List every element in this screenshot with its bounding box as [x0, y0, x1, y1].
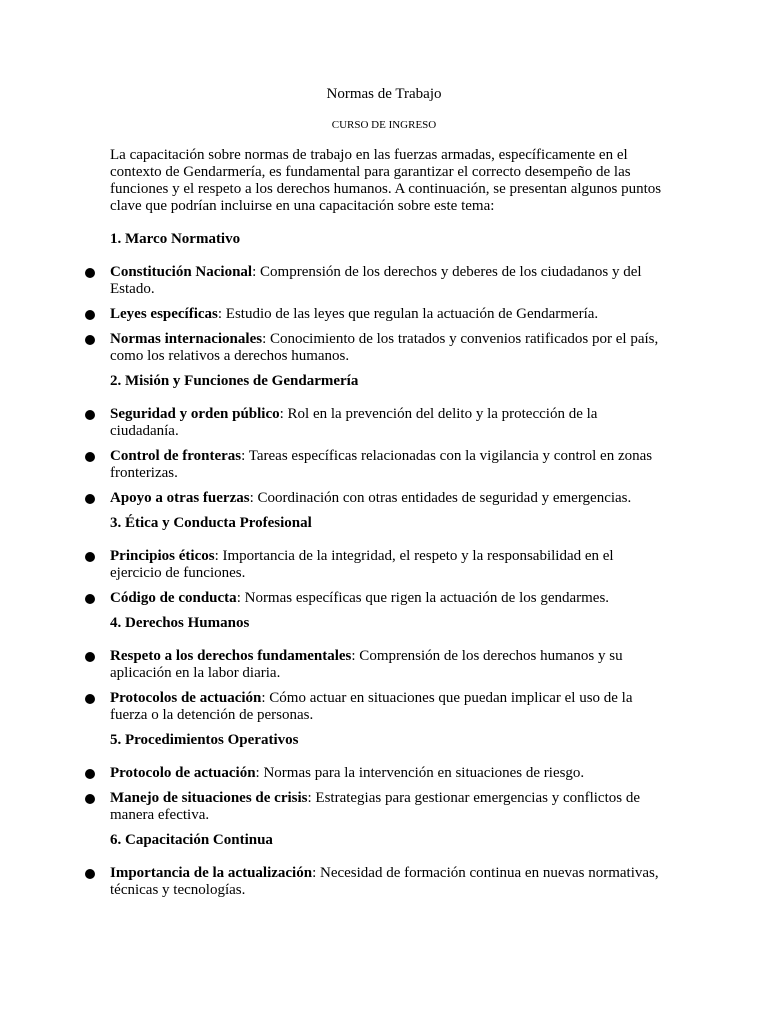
- list-item: [110, 306, 662, 323]
- item-description: : Conocimiento de los tratados y convenios ratificados por el país, como los relativos a derechos humanos.: [110, 331, 659, 364]
- bullet-icon: [85, 335, 95, 345]
- item-term: Respeto a los derechos fundamentales: [110, 648, 352, 664]
- bullet-icon: [85, 694, 95, 704]
- bullet-list: [110, 406, 662, 507]
- list-item: [110, 790, 662, 824]
- item-description: : Comprensión de los derechos humanos y su aplicación en la labor diaria.: [110, 648, 623, 681]
- item-term: Manejo de situaciones de crisis: [110, 790, 308, 806]
- bullet-icon: [85, 552, 95, 562]
- document-subtitle: CURSO DE INGRESO: [331, 119, 437, 131]
- bullet-icon: [85, 452, 95, 462]
- list-item: [110, 648, 662, 682]
- bullet-icon: [85, 652, 95, 662]
- document-title: Normas de Trabajo: [326, 86, 442, 102]
- item-term: Constitución Nacional: [110, 264, 253, 280]
- item-term: Principios éticos: [110, 548, 215, 564]
- bullet-icon: [85, 268, 95, 278]
- item-term: Seguridad y orden público: [110, 406, 280, 422]
- section-heading-3-etica-y-conducta-profesional: 3. Ética y Conducta Profesional: [110, 515, 312, 531]
- list-item: [110, 331, 662, 365]
- section-heading-4-derechos-humanos: 4. Derechos Humanos: [110, 615, 250, 631]
- document-body: [110, 147, 662, 907]
- list-item: [110, 765, 662, 782]
- bullet-icon: [85, 869, 95, 879]
- bullet-list: [110, 648, 662, 724]
- bullet-list: [110, 264, 662, 365]
- bullet-icon: [85, 594, 95, 604]
- item-term: Importancia de la actualización: [110, 865, 313, 881]
- item-term: Leyes específicas: [110, 306, 218, 322]
- item-term: Código de conducta: [110, 590, 237, 606]
- item-description: : Comprensión de los derechos y deberes de los ciudadanos y del Estado.: [110, 264, 642, 297]
- item-term: Apoyo a otras fuerzas: [110, 490, 250, 506]
- bullet-icon: [85, 769, 95, 779]
- bullet-list: [110, 865, 662, 899]
- section-heading-2-mision-y-funciones-de-gendarmeria: 2. Misión y Funciones de Gendarmería: [110, 373, 359, 389]
- item-description: : Estrategias para gestionar emergencias y conflictos de manera efectiva.: [110, 790, 640, 823]
- item-description: : Normas para la intervención en situaciones de riesgo.: [255, 765, 585, 781]
- bullet-icon: [85, 310, 95, 320]
- item-description: : Estudio de las leyes que regulan la actuación de Gendarmería.: [217, 306, 599, 322]
- list-item: [110, 590, 662, 607]
- item-description: : Tareas específicas relacionadas con la vigilancia y control en zonas fronterizas.: [110, 448, 653, 481]
- list-item: [110, 690, 662, 724]
- bullet-icon: [85, 410, 95, 420]
- section-heading-5-procedimientos-operativos: 5. Procedimientos Operativos: [110, 732, 299, 748]
- item-description: : Importancia de la integridad, el respeto y la responsabilidad en el ejercicio de funciones.: [110, 548, 614, 581]
- item-term: Control de fronteras: [110, 448, 242, 464]
- item-term: Protocolo de actuación: [110, 765, 256, 781]
- item-term: Normas internacionales: [110, 331, 263, 347]
- item-description: : Normas específicas que rigen la actuación de los gendarmes.: [236, 590, 610, 606]
- item-description: : Cómo actuar en situaciones que puedan implicar el uso de la fuerza o la detención de personas.: [110, 690, 633, 723]
- list-item: [110, 490, 662, 507]
- bullet-icon: [85, 494, 95, 504]
- section-heading-1-marco-normativo: 1. Marco Normativo: [110, 231, 241, 247]
- bullet-list: [110, 548, 662, 607]
- list-item: [110, 406, 662, 440]
- item-description: : Rol en la prevención del delito y la protección de la ciudadanía.: [110, 406, 598, 439]
- item-description: : Coordinación con otras entidades de seguridad y emergencias.: [249, 490, 632, 506]
- item-description: : Necesidad de formación continua en nuevas normativas, técnicas y tecnologías.: [110, 865, 659, 898]
- bullet-list: [110, 765, 662, 824]
- list-item: [110, 448, 662, 482]
- list-item: [110, 264, 662, 298]
- section-heading-6-capacitacion-continua: 6. Capacitación Continua: [110, 832, 273, 848]
- bullet-icon: [85, 794, 95, 804]
- sections-container: [110, 231, 662, 899]
- item-term: Protocolos de actuación: [110, 690, 262, 706]
- list-item: [110, 865, 662, 899]
- intro-paragraph: La capacitación sobre normas de trabajo en las fuerzas armadas, específicamente en el contexto de Gendarmería, es fundamental para garantizar el correcto desempeño de las funciones y el respeto a los derechos humanos. A continuación, se presentan algunos puntos clave que podrían incluirse en una capacitación sobre este tema:: [110, 147, 662, 214]
- list-item: [110, 548, 662, 582]
